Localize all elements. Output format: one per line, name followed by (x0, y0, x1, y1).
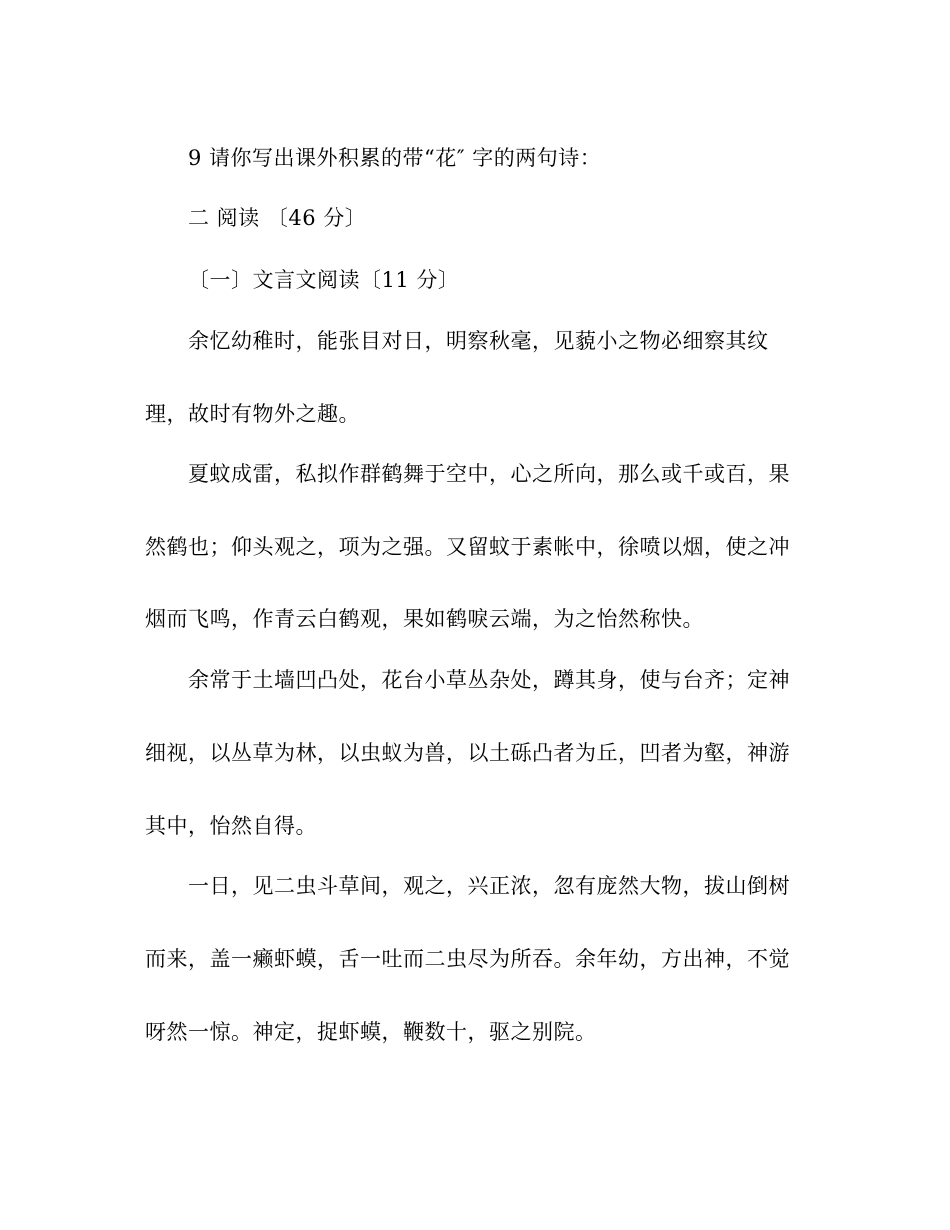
paragraph-2-line-2: 然鹤也；仰头观之，项为之强。又留蚊于素帐中，徐喷以烟，使之冲 (145, 535, 790, 559)
section-heading-reading: 二 阅读 〔46 分〕 (188, 206, 367, 230)
paragraph-3-line-3: 其中，怡然自得。 (145, 814, 317, 838)
paragraph-4-line-2: 而来，盖一癞虾蟆，舌一吐而二虫尽为所吞。余年幼，方出神，不觉 (145, 947, 790, 971)
paragraph-1-line-1: 余忆幼稚时，能张目对日，明察秋毫，见藐小之物必细察其纹 (188, 329, 769, 353)
paragraph-4-line-3: 呀然一惊。神定，捉虾蟆，鞭数十，驱之别院。 (145, 1020, 597, 1044)
paragraph-2-line-3: 烟而飞鸣，作青云白鹤观，果如鹤唳云端，为之怡然称快。 (145, 607, 704, 631)
paragraph-2-line-1: 夏蚊成雷，私拟作群鹤舞于空中，心之所向，那么或千或百，果 (188, 462, 790, 486)
question-9: 9 请你写出课外积累的带“花″ 字的两句诗： (188, 146, 602, 170)
paragraph-3-line-1: 余常于土墙凹凸处，花台小草丛杂处，蹲其身，使与台齐；定神 (188, 668, 790, 692)
paragraph-3-line-2: 细视，以丛草为林，以虫蚁为兽，以土砾凸者为丘，凹者为壑，神游 (145, 741, 790, 765)
subsection-heading-classical-chinese: 〔一〕文言文阅读〔11 分〕 (188, 268, 460, 292)
paragraph-1-line-2: 理，故时有物外之趣。 (145, 402, 360, 426)
paragraph-4-line-1: 一日，见二虫斗草间，观之，兴正浓，忽有庞然大物，拔山倒树 (188, 874, 790, 898)
